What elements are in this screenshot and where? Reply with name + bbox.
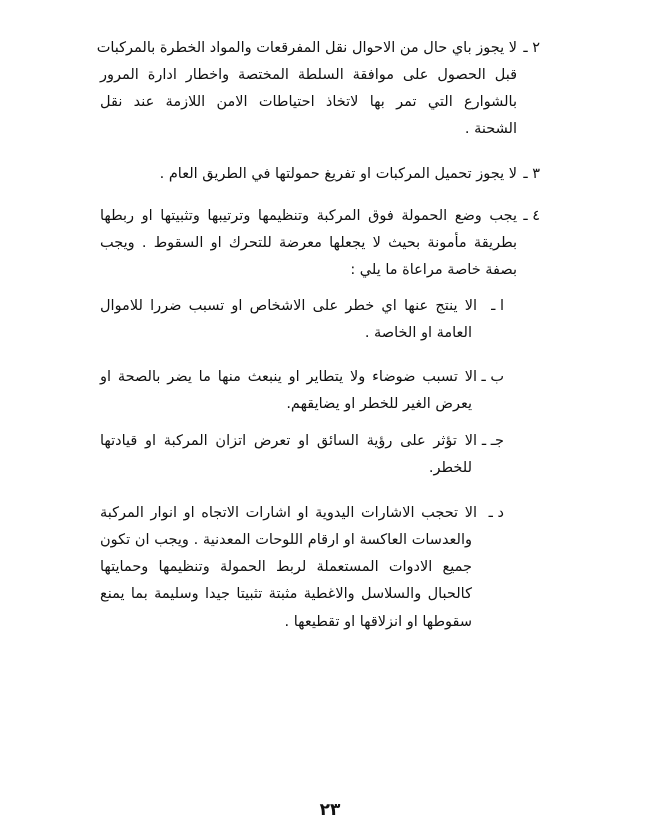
text-line: كالحبال والسلاسل والاغطية مثبتة تثبيتا جيدا وسليمة بما يمنع (100, 586, 472, 602)
text-line: بالشوارع التي تمر بها لاتخاذ احتياطات الامن اللازمة عند نقل (100, 94, 517, 110)
item-marker: جـ ـ (481, 433, 504, 449)
page-number: ٢٣ (319, 800, 341, 820)
item-marker: ٤ ـ (523, 208, 540, 224)
text-line: جميع الادوات المستعملة لربط الحمولة وتنظيمها وحمايتها (100, 559, 472, 575)
text-line: العامة او الخاصة . (364, 325, 472, 341)
item-marker: ٣ ـ (523, 166, 540, 182)
text-line: الشحنة . (464, 121, 517, 137)
text-line: قبل الحصول على موافقة السلطة المختصة واخطار ادارة المرور (100, 67, 517, 83)
text-line: الا تؤثر على رؤية السائق او تعرض اتزان المركبة او قيادتها (100, 433, 477, 449)
text-line: بطريقة مأمونة بحيث لا يجعلها معرضة للتحرك او السقوط . ويجب (100, 235, 517, 251)
item-marker: ٢ ـ (523, 40, 540, 56)
text-line: الا تحجب الاشارات اليدوية او اشارات الاتجاه او انوار المركبة (100, 505, 477, 521)
item-marker: د ـ (488, 505, 504, 521)
text-line: سقوطها او انزلاقها او تقطيعها . (284, 614, 472, 630)
text-line: لا يجوز تحميل المركبات او تفريغ حمولتها في الطريق العام . (159, 166, 517, 182)
text-line: والعدسات العاكسة او ارقام اللوحات المعدنية . ويجب ان تكون (100, 532, 472, 548)
text-line: بصفة خاصة مراعاة ما يلي : (350, 262, 517, 278)
text-line: الا ينتج عنها اي خطر على الاشخاص او تسبب ضررا للاموال (100, 298, 477, 314)
text-line: يعرض الغير للخطر او يضايقهم. (286, 396, 472, 412)
item-marker: ا ـ (491, 298, 504, 314)
text-line: الا تسبب ضوضاء ولا يتطاير او ينبعث منها ما يضر بالصحة او (100, 369, 477, 385)
text-line: يجب وضع الحمولة فوق المركبة وتنظيمها وترتيبها وتثبيتها او ربطها (100, 208, 517, 224)
text-line: للخطر. (428, 460, 472, 476)
item-marker: ب ـ (481, 369, 504, 385)
text-line: لا يجوز باي حال من الاحوال نقل المفرقعات والمواد الخطرة بالمركبات (96, 40, 517, 56)
